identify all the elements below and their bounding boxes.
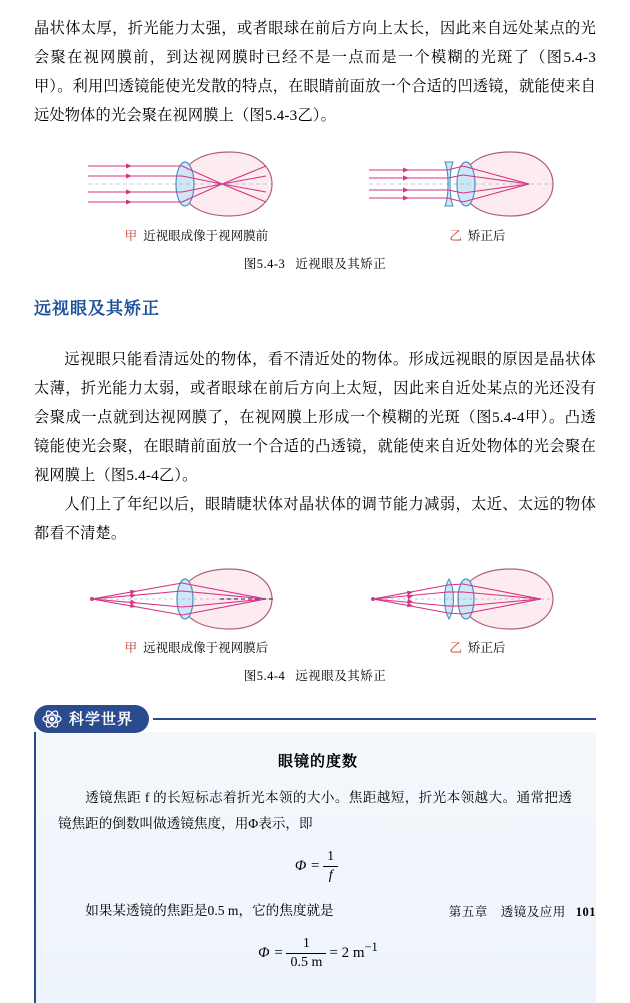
figure-5-4-3-caption — [34, 254, 596, 272]
figure-5-4-3-labels — [34, 226, 596, 244]
science-world-paragraph-2: 如果某透镜的焦距是0.5 m，它的焦度就是 — [85, 903, 334, 918]
science-world-header — [34, 704, 596, 734]
figure-5-4-3-right-label — [449, 226, 505, 244]
formula-lhs: Φ = — [294, 857, 321, 874]
paragraph-presbyopia: 人们上了年纪以后，眼睛睫状体对晶状体的调节能力减弱，太近、太远的物体都看不清楚。 — [34, 496, 596, 542]
science-world-paragraph-1: 透镜焦距 f 的长短标志着折光本领的大小。焦距越短，折光本领越大。通常把透镜焦距的倒数叫做透镜焦度，用Φ表示，即 — [58, 790, 572, 831]
fraction-numerator: 1 — [323, 849, 338, 867]
fraction-1-over-f — [323, 849, 338, 884]
fraction-denominator: f — [328, 868, 333, 883]
atom-icon — [42, 709, 62, 729]
figure-5-4-4-images — [34, 562, 596, 636]
formula2-rhs: = 2 m — [329, 944, 365, 961]
figure-5-4-3-left-image — [70, 144, 280, 224]
science-world-rule — [153, 718, 596, 720]
figure-caption-text: 近视眼及其矫正 — [295, 257, 387, 271]
figure-caption-number: 图5.4-3 — [243, 257, 286, 271]
label-mark-yi: 乙 — [449, 641, 462, 655]
formula-focal-power — [50, 849, 586, 884]
label-text: 矫正后 — [467, 641, 506, 655]
figure-5-4-4-labels — [34, 638, 596, 656]
footer-page-number: 101 — [575, 905, 596, 919]
formula2-lhs: Φ = — [258, 944, 284, 961]
label-text: 远视眼成像于视网膜后 — [143, 641, 269, 655]
figure-5-4-4-left-label — [125, 638, 269, 656]
label-mark-yi: 乙 — [449, 229, 462, 243]
figure-5-4-4-caption — [34, 666, 596, 684]
fraction-denominator: 0.5 m — [290, 955, 323, 970]
section-heading-hyperopia: 远视眼及其矫正 — [34, 299, 160, 318]
figure-5-4-4-left-image — [70, 562, 280, 636]
formula-example — [50, 936, 586, 971]
science-world-title: 眼镜的度数 — [277, 754, 358, 770]
figure-5-4-4-right-label — [449, 638, 505, 656]
fraction-numerator: 1 — [286, 936, 326, 954]
label-text: 矫正后 — [467, 229, 506, 243]
figure-5-4-3-right-image — [351, 144, 561, 224]
figure-caption-number: 图5.4-4 — [243, 669, 286, 683]
fraction-1-over-0-5m — [286, 936, 326, 971]
science-world-body — [34, 732, 596, 1003]
paragraph-myopia-cause: 晶状体太厚，折光能力太强，或者眼球在前后方向上太长，因此来自远处某点的光会聚在视网膜前，到达视网膜时已经不是一点而是一个模糊的光斑了（图5.4-3甲）。利用凹透镜能使光发散的特点，在眼睛前面放一个合适的凹透镜，就能使来自远处物体的光会聚在视网膜上（图5.4-3乙）。 — [34, 20, 596, 124]
figure-5-4-3-left-label — [125, 226, 269, 244]
paragraph-hyperopia-cause: 远视眼只能看清远处的物体，看不清近处的物体。形成远视眼的原因是晶状体太薄，折光能力太弱，或者眼球在前后方向上太短，因此来自近处某点的光还没有会聚成一点就到达视网膜了，在视网膜上形成一个模糊的光斑（图5.4-4甲）。凸透镜能使光会聚，在眼睛前面放一个合适的凸透镜，就能使来自近处物体的光会聚在视网膜上（图5.4-4乙）。 — [34, 351, 596, 484]
science-world-badge — [34, 705, 149, 733]
page-footer — [449, 902, 596, 920]
figure-5-4-3-images — [34, 144, 596, 224]
figure-5-4-4 — [34, 562, 596, 684]
science-world-box — [34, 704, 596, 1003]
label-text: 近视眼成像于视网膜前 — [143, 229, 269, 243]
footer-chapter: 第五章 透镜及应用 — [448, 905, 566, 919]
formula2-exponent: −1 — [364, 939, 378, 954]
science-world-badge-label: 科学世界 — [69, 711, 134, 728]
figure-5-4-3 — [34, 144, 596, 272]
label-mark-jia: 甲 — [124, 641, 138, 655]
figure-caption-text: 远视眼及其矫正 — [295, 669, 387, 683]
label-mark-jia: 甲 — [124, 229, 138, 243]
figure-5-4-4-right-image — [351, 562, 561, 636]
